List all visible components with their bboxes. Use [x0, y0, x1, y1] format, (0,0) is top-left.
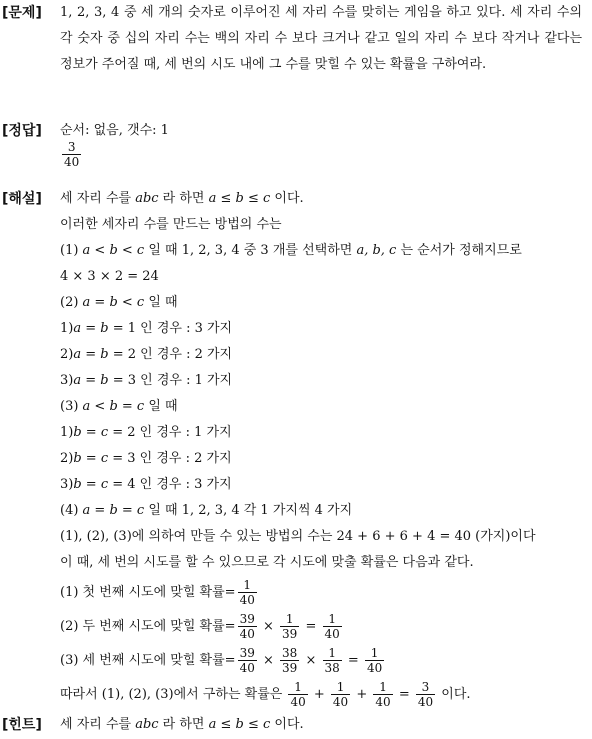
problem-label: [문제]: [2, 5, 42, 21]
probability-first-try: (1) 첫 번째 시도에 맞힐 확률= $\frac{1}{40}$: [60, 578, 255, 607]
hint-text: 세 자리 수를 abc 라 하면 a ≤ b ≤ c 이다.: [60, 717, 304, 732]
solution-line-8: 3)a = b = 3 인 경우 : 1 가지: [60, 373, 233, 388]
solution-line-2: 이러한 세자리 수를 만드는 방법의 수는: [60, 217, 282, 232]
probability-third-try: (3) 세 번째 시도에 맞힐 확률= $\frac{39}{40}$ × $\frac{38}{39}$ × $\frac{1}{38}$ = $\frac{1}{40}$: [60, 646, 383, 675]
answer-meta: 순서: 없음, 갯수: 1: [60, 123, 169, 138]
answer-fraction: $\frac{3}{40}$: [64, 140, 80, 169]
hint-label: [힌트]: [2, 717, 42, 733]
problem-text: 1, 2, 3, 4 중 세 개의 숫자로 이루어진 세 자리 수를 맞히는 게임을 하고 있다. 세 자리 수의 각 숫자 중 십의 자리 수는 백의 자리 수 보다 크거나 같고 일의 자리 수 보다 작거나 같다는 정보가 주어질 때, 세 번의 시도 내에 그 수를 맞힐 수 있는 확률을 구하여라.: [60, 5, 582, 72]
solution-line-9: (3) a < b = c 일 때: [60, 399, 178, 414]
solution-line-12: 3)b = c = 4 인 경우 : 3 가지: [60, 477, 232, 492]
answer-label: [정답]: [2, 123, 42, 139]
solution-line-4: 4 × 3 × 2 = 24: [60, 269, 159, 284]
solution-line-3: (1) a < b < c 일 때 1, 2, 3, 4 중 3 개를 선택하면 a, b, c 는 순서가 정해지므로: [60, 243, 522, 258]
solution-line-11: 2)b = c = 3 인 경우 : 2 가지: [60, 451, 232, 466]
probability-second-try: (2) 두 번째 시도에 맞힐 확률= $\frac{39}{40}$ × $\frac{1}{39}$ = $\frac{1}{40}$: [60, 612, 340, 641]
solution-line-6: 1)a = b = 1 인 경우 : 3 가지: [60, 321, 233, 336]
solution-line-14: (1), (2), (3)에 의하여 만들 수 있는 방법의 수는 24 + 6 + 6 + 4 = 40 (가지)이다: [60, 529, 536, 544]
solution-line-15: 이 때, 세 번의 시도를 할 수 있으므로 각 시도에 맞출 확률은 다음과 같다.: [60, 555, 474, 570]
solution-line-5: (2) a = b < c 일 때: [60, 295, 178, 310]
probability-total: 따라서 (1), (2), (3)에서 구하는 확률은 $\frac{1}{40}$ + $\frac{1}{40}$ + $\frac{1}{40}$ = $\frac{3}{40}$ 이다.: [60, 680, 471, 709]
solution-line-13: (4) a = b = c 일 때 1, 2, 3, 4 각 1 가지씩 4 가지: [60, 503, 353, 518]
solution-label: [해설]: [2, 191, 42, 207]
solution-line-1: 세 자리 수를 abc 라 하면 a ≤ b ≤ c 이다.: [60, 191, 304, 206]
solution-line-7: 2)a = b = 2 인 경우 : 2 가지: [60, 347, 233, 362]
solution-line-10: 1)b = c = 2 인 경우 : 1 가지: [60, 425, 232, 440]
